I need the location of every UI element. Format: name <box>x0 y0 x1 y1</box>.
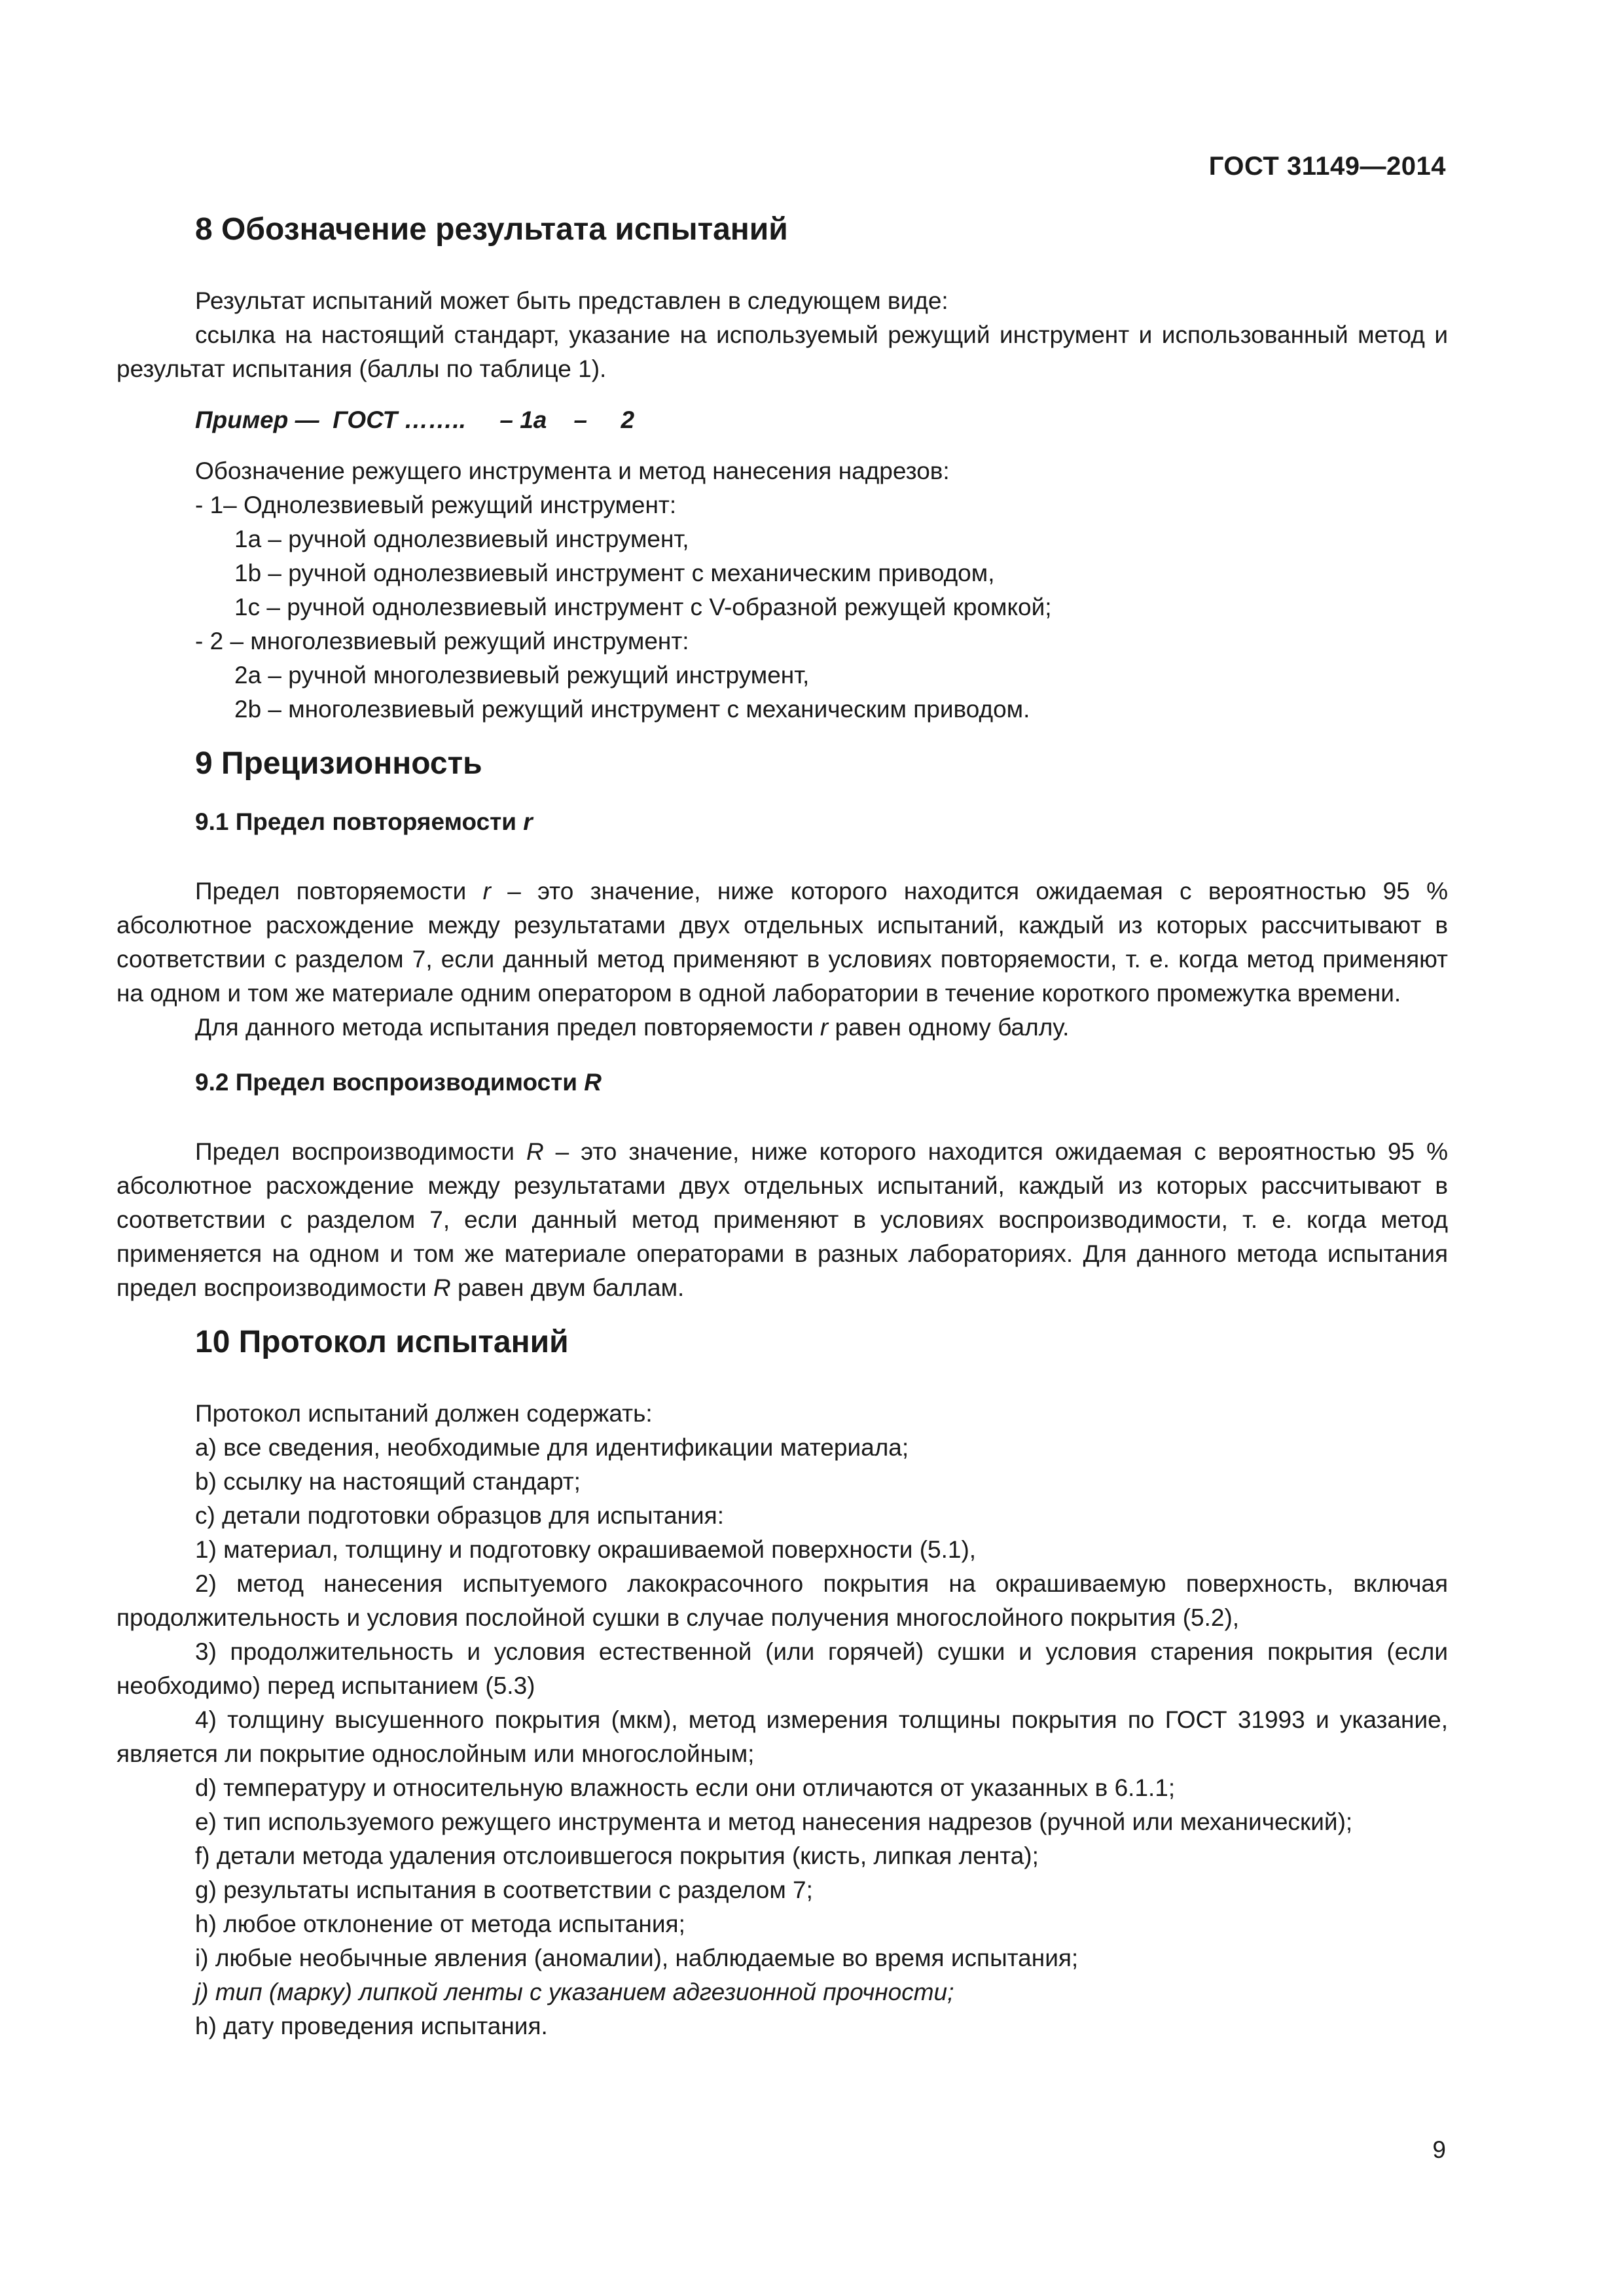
s8-list-item: 1b – ручной однолезвиевый инструмент с механическим приводом, <box>234 560 995 586</box>
s8-list-item: 1а – ручной однолезвиевый инструмент, <box>234 526 689 552</box>
s10-item-b: b) ссылку на настоящий стандарт; <box>195 1468 581 1495</box>
s10-item-j: j) тип (марку) липкой ленты с указанием адгезионной прочности; <box>195 1979 954 2005</box>
s8-list-item: 2b – многолезвиевый режущий инструмент с механическим приводом. <box>234 696 1030 723</box>
s10-item-c: с) детали подготовки образцов для испытания: <box>195 1502 725 1529</box>
section-9-2-title <box>117 1067 1448 1098</box>
s8-list-item: 2а – ручной многолезвиевый режущий инструмент, <box>234 662 810 689</box>
text-span: Предел повторяемости <box>195 878 483 905</box>
text-span: равен одному баллу. <box>828 1014 1070 1041</box>
s10-item-c3: 3) продолжительность и условия естественной (или горячей) сушки и условия старения покрытия (если необходимо) перед испытанием (5.3) <box>117 1638 1448 1699</box>
s8-list-item: - 1– Однолезвиевый режущий инструмент: <box>195 492 677 518</box>
text-span: – это значение, ниже которого находится ожидаемая с вероятностью 95 % абсолютное расхождение между результатами двух отдельных испытаний, каждый из которых рассчитывают в соответствии с разделом 7, если данный метод применяют в условиях воспроизводимости, т. е. когда метод применяется на одном и том же материале операторами в разных лабораториях. Для данного метода испытания предел воспроизводимости <box>117 1138 1448 1301</box>
s10-item-a: а) все сведения, необходимые для идентификации материала; <box>195 1434 909 1461</box>
page-number: 9 <box>1432 2136 1446 2163</box>
symbol-span: r <box>482 878 491 905</box>
section-10-title: 10 Протокол испытаний <box>195 1325 569 1359</box>
text-span: Предел воспроизводимости <box>195 1138 526 1165</box>
symbol-span: R <box>526 1138 544 1165</box>
text-span: – это значение, ниже которого находится ожидаемая с вероятностью 95 % абсолютное расхождение между результатами двух отдельных испытаний, каждый из которых рассчитывают в соответствии с разделом 7, если данный метод применяют в условиях повторяемости, т. е. когда метод применяют на одном и том же материале одним оператором в одной лаборатории в течение короткого промежутка времени. <box>117 878 1448 1007</box>
s10-item-g: g) результаты испытания в соответствии с разделом 7; <box>195 1876 813 1903</box>
s10-item-c1: 1) материал, толщину и подготовку окрашиваемой поверхности (5.1), <box>195 1536 977 1563</box>
s8-paragraph-1: Результат испытаний может быть представлен в следующем виде: <box>195 287 948 314</box>
text-span: Для данного метода испытания предел повторяемости <box>195 1014 820 1041</box>
s8-paragraph-2: ссылка на настоящий стандарт, указание на используемый режущий инструмент и использованный метод и результат испытания (баллы по таблице 1). <box>117 321 1448 382</box>
symbol-span: r <box>820 1014 829 1041</box>
section-9-2-title-text: 9.2 Предел воспроизводимости <box>195 1069 585 1096</box>
s8-list-item: - 2 – многолезвиевый режущий инструмент: <box>195 628 689 655</box>
s9-2-paragraph-1 <box>117 1135 1448 1305</box>
section-9-1-title-symbol: r <box>523 808 533 835</box>
s8-example: Пример — ГОСТ …….. – 1а – 2 <box>195 406 635 433</box>
s10-item-e: е) тип используемого режущего инструмента и метод нанесения надрезов (ручной или механический); <box>195 1808 1353 1835</box>
s8-list-item: 1с – ручной однолезвиевый инструмент с V-образной режущей кромкой; <box>234 594 1052 620</box>
s10-item-h2: h) дату проведения испытания. <box>195 2013 548 2039</box>
section-8-title: 8 Обозначение результата испытаний <box>195 212 788 247</box>
section-9-2-title-symbol: R <box>584 1069 602 1096</box>
symbol-span: R <box>433 1274 451 1301</box>
document-code: ГОСТ 31149—2014 <box>1208 152 1446 181</box>
page-content <box>117 209 1448 2043</box>
section-9-1-title-text: 9.1 Предел повторяемости <box>195 808 524 835</box>
s10-item-d: d) температуру и относительную влажность если они отличаются от указанных в 6.1.1; <box>195 1774 1176 1801</box>
s9-1-paragraph-1 <box>117 874 1448 1011</box>
section-9-1-title <box>117 806 1448 838</box>
text-span: равен двум баллам. <box>450 1274 685 1301</box>
s10-item-h1: h) любое отклонение от метода испытания; <box>195 1910 685 1937</box>
s10-item-c2: 2) метод нанесения испытуемого лакокрасочного покрытия на окрашиваемую поверхность, включая продолжительность и условия послойной сушки в случае получения многослойного покрытия (5.2), <box>117 1570 1448 1631</box>
s10-intro: Протокол испытаний должен содержать: <box>195 1400 653 1427</box>
s10-item-i: i) любые необычные явления (аномалии), наблюдаемые во время испытания; <box>195 1945 1079 1971</box>
s10-item-c4: 4) толщину высушенного покрытия (мкм), метод измерения толщины покрытия по ГОСТ 31993 и указание, является ли покрытие однослойным или многослойным; <box>117 1706 1448 1767</box>
s8-paragraph-3: Обозначение режущего инструмента и метод нанесения надрезов: <box>195 457 950 484</box>
s10-item-f: f) детали метода удаления отслоившегося покрытия (кисть, липкая лента); <box>195 1842 1039 1869</box>
section-9-title: 9 Прецизионность <box>195 746 482 781</box>
s9-1-paragraph-2 <box>117 1011 1448 1045</box>
